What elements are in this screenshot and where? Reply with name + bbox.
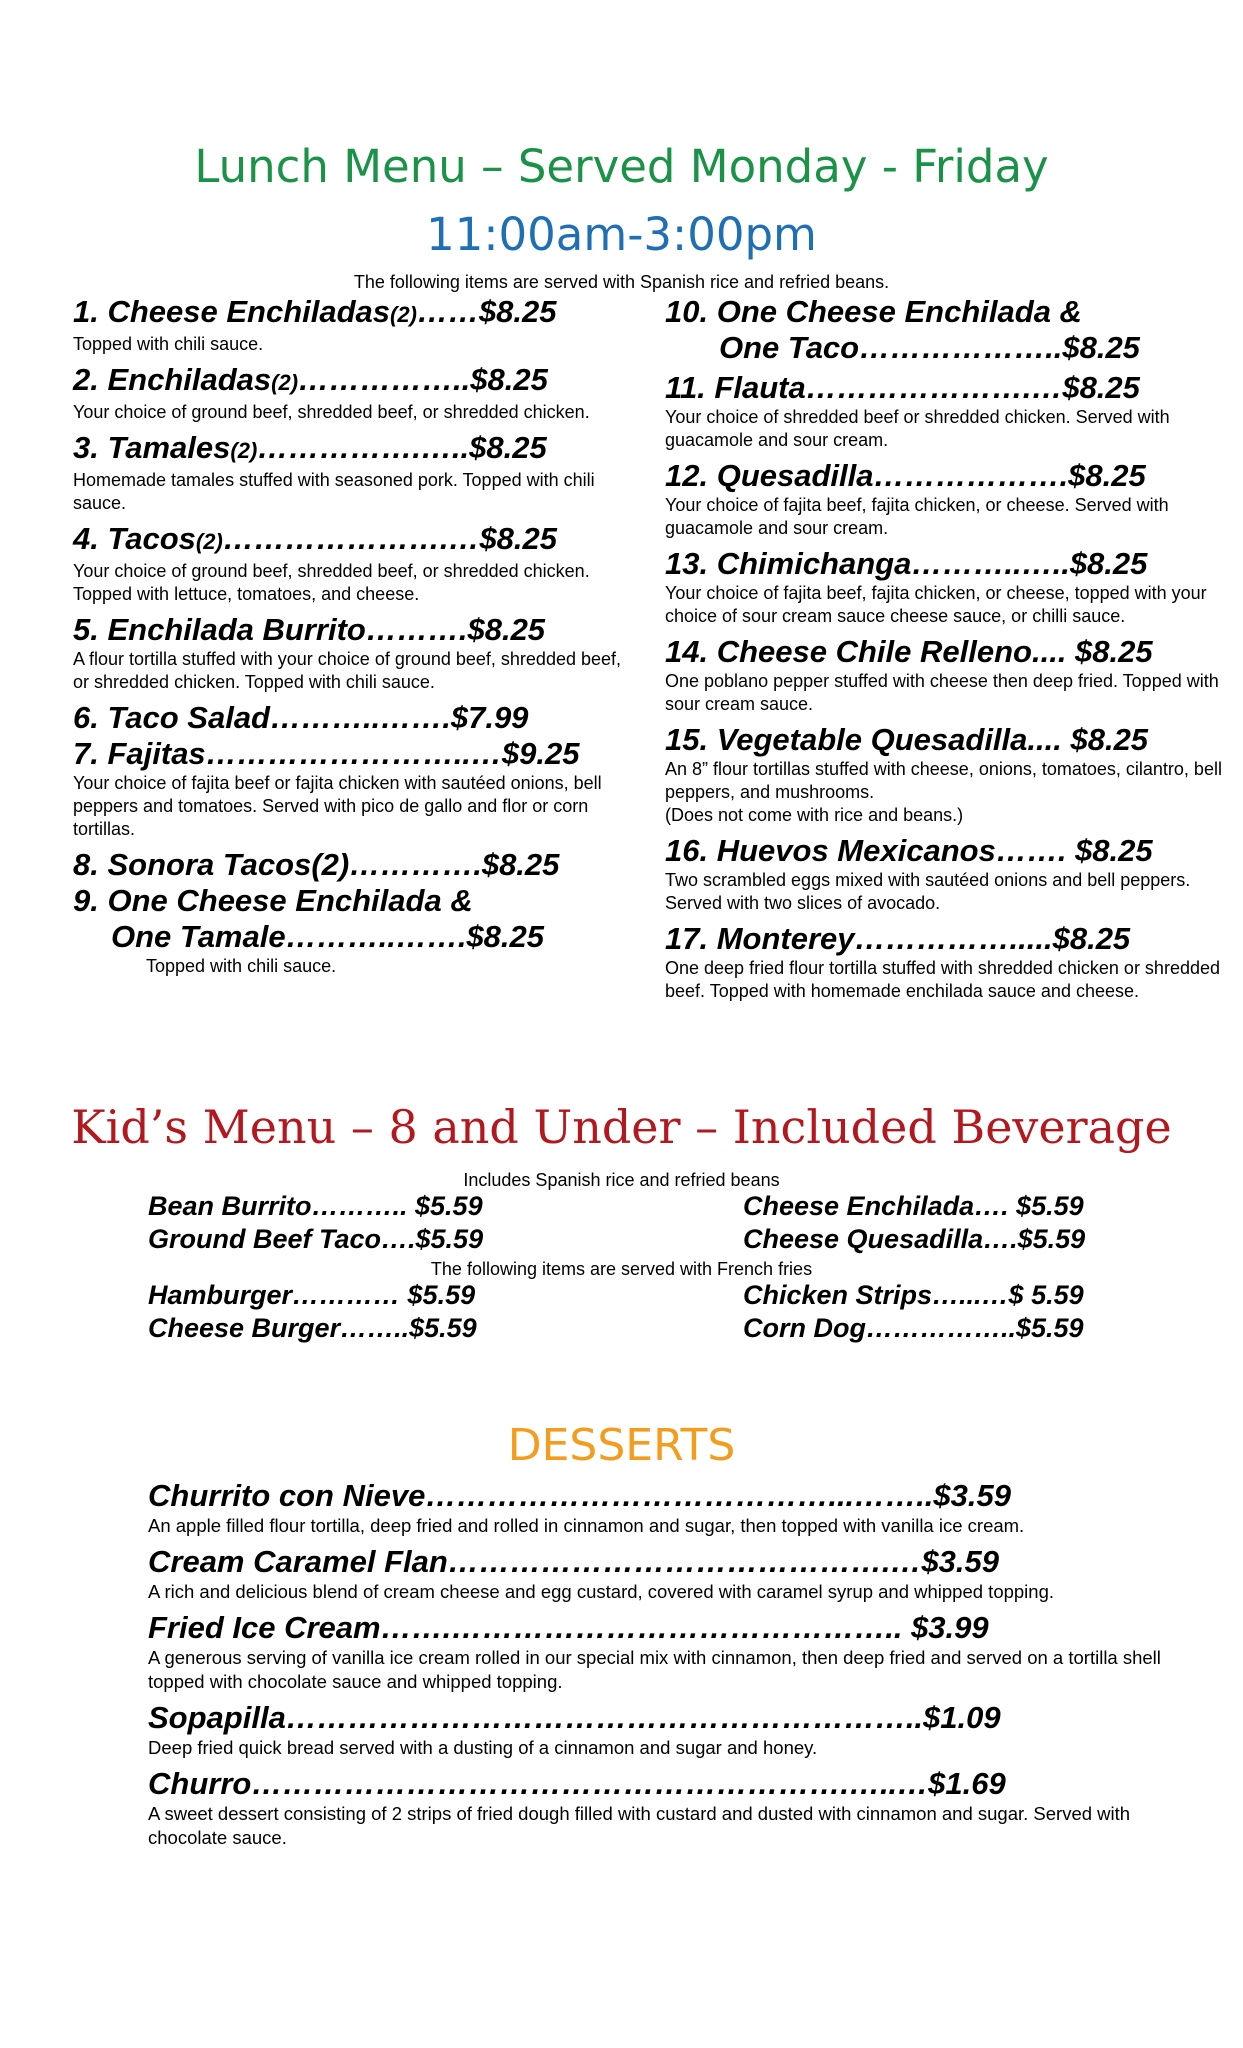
item-description: Your choice of fajita beef, fajita chicken, or cheese, topped with your choice of sour cream sauce cheese sauce, or chilli sauce. [665,583,1207,626]
dessert-name: Churrito con Nieve [148,1478,426,1513]
menu-item [73,736,633,841]
item-name: 15. Vegetable Quesadilla [665,722,1028,757]
item-title [73,362,633,401]
item-dots: …………. [349,847,482,882]
item-description: A flour tortilla stuffed with your choice of ground beef, shredded beef, or shredded chicken. Topped with chili sauce. [73,649,622,692]
desserts-list [148,1478,1188,1856]
item-dots: ……………….. [859,330,1063,365]
item-quantity: (2) [390,302,417,327]
menu-item [665,546,1225,628]
menu-item [73,521,633,606]
dessert-title [148,1478,1188,1514]
item-title [73,612,633,648]
item-price: $7.99 [450,700,529,735]
menu-item [665,921,1225,1003]
item-name: 11. Flauta [665,370,806,405]
dessert-description: Deep fried quick bread served with a dusting of a cinnamon and sugar and honey. [148,1737,818,1758]
dessert-dots: …………………………………...…….. [425,1478,934,1513]
dessert-item [148,1544,1188,1604]
kids-group-1 [148,1190,1138,1256]
kids-item: Ground Beef Taco….$5.59 [148,1224,484,1254]
dessert-dots: …………………………………………………….. [285,1700,924,1735]
menu-item [73,700,633,736]
kids-item: Hamburger………… $5.59 [148,1280,476,1310]
dessert-price: $3.59 [921,1544,1000,1579]
dessert-dots: …………………………………….… [447,1544,922,1579]
item-description: Your choice of fajita beef, fajita chicken, or cheese. Served with guacamole and sour cream. [665,495,1169,538]
dessert-item [148,1700,1188,1760]
item-description: Your choice of ground beef, shredded beef, or shredded chicken. Topped with lettuce, tomatoes, and cheese. [73,561,590,604]
lunch-note: The following items are served with Spanish rice and refried beans. [353,272,890,292]
kids-item: Corn Dog……………..$5.59 [743,1313,1084,1343]
item-price: $8.25 [478,294,557,329]
item-price: $8.25 [1062,330,1140,365]
item-description: An 8” flour tortillas stuffed with cheese, onions, tomatoes, cilantro, bell peppers, and mushrooms. (Does not come with rice and beans.) [665,759,1222,825]
dessert-name: Cream Caramel Flan [148,1544,448,1579]
item-price: $8.25 [466,919,545,954]
dessert-dots: …….…………………………………….. [380,1610,903,1645]
item-name: 17. Monterey [665,921,855,956]
dessert-title [148,1766,1188,1802]
menu-item [73,430,633,515]
item-price: $8.25 [1068,458,1146,493]
kids-row [148,1190,1138,1223]
menu-item [73,847,633,883]
item-dots: ………..….. [911,546,1070,581]
dessert-title [148,1610,1188,1646]
menu-item [665,634,1225,716]
lunch-hours: 11:00am-3:00pm [426,208,817,261]
item-price: $8.25 [479,521,558,556]
item-name: 9. One Cheese Enchilada & [73,883,473,918]
kids-item: Cheese Enchilada…. $5.59 [743,1191,1084,1221]
item-price: $8.25 [1066,833,1153,868]
item-dots: ……………..... [854,921,1053,956]
item-name: One Tamale [111,919,286,954]
item-price: $8.25 [1069,546,1148,581]
item-price: $8.25 [1066,634,1153,669]
item-dots: ………………. [873,458,1069,493]
item-description: Topped with chili sauce. [146,956,337,976]
item-dots: ……………………..… [205,736,502,771]
item-description: Two scrambled eggs mixed with sautéed onions and bell peppers. Served with two slices of avocado. [665,870,1191,913]
item-title [665,833,1225,869]
item-name: 10. One Cheese Enchilada & [665,294,1082,329]
item-description: One deep fried flour tortilla stuffed with shredded chicken or shredded beef. Topped with homemade enchilada sauce and cheese. [665,958,1220,1001]
item-name: 6. Taco Salad [73,700,270,735]
item-price: $8.25 [467,612,546,647]
dessert-description: An apple filled flour tortilla, deep fried and rolled in cinnamon and sugar, then topped with vanilla ice cream. [148,1515,1025,1536]
item-quantity: (2) [230,438,258,463]
item-dots: .... [1027,722,1062,757]
item-title [665,921,1225,957]
item-title [665,458,1225,494]
item-description: Topped with chili sauce. [73,334,264,354]
desserts-title: DESSERTS [507,1420,736,1471]
menu-item [73,612,633,694]
lunch-left-column [73,294,633,984]
item-quantity: (2) [271,370,299,395]
kids-item: Bean Burrito……….. $5.59 [148,1191,483,1221]
menu-item-combo [665,294,1225,366]
dessert-title [148,1700,1188,1736]
item-description: One poblano pepper stuffed with cheese then deep fried. Topped with sour cream sauce. [665,671,1219,714]
dessert-description: A generous serving of vanilla ice cream rolled in our special mix with cinnamon, then deep fried and served on a tortilla shell topped with chocolate sauce and whipped topping. [148,1647,1161,1692]
dessert-price: $3.59 [933,1478,1011,1513]
item-name: 5. Enchilada Burrito [73,612,366,647]
item-title [665,722,1225,758]
item-description: Your choice of ground beef, shredded beef, or shredded chicken. [73,402,590,422]
item-name: 12. Quesadilla [665,458,874,493]
item-name: 13. Chimichanga [665,546,912,581]
dessert-title [148,1544,1188,1580]
item-price: $8.25 [469,430,547,465]
item-price: $9.25 [501,736,580,771]
dessert-price: $3.99 [902,1610,989,1645]
dessert-price: $1.09 [923,1700,1001,1735]
item-name: 2. Enchiladas [73,362,272,397]
dessert-item [148,1766,1188,1850]
item-dots: ………..……. [285,919,467,954]
kids-row [148,1312,1138,1345]
item-title [665,330,1225,366]
item-quantity: (2) [195,529,223,554]
item-title [73,736,633,772]
kids-note-rice: Includes Spanish rice and refried beans [463,1170,780,1190]
item-description: Your choice of shredded beef or shredded chicken. Served with guacamole and sour cream. [665,407,1170,450]
dessert-name: Fried Ice Cream [148,1610,381,1645]
kids-row [148,1279,1138,1312]
item-name: 14. Cheese Chile Relleno [665,634,1032,669]
item-title [73,294,633,333]
item-description: Your choice of fajita beef or fajita chicken with sautéed onions, bell peppers and tomatoes. Served with pico de gallo and flor or corn tortillas. [73,773,602,839]
kids-note-fries: The following items are served with French fries [430,1259,813,1279]
dessert-dots: ………………………………………………….…..… [251,1766,929,1801]
item-name: 3. Tamales [73,430,231,465]
item-price: $8.25 [1061,722,1149,757]
item-title [73,919,633,955]
kids-title: Kid’s Menu – 8 and Under – Included Beverage [71,1100,1172,1154]
item-title [665,634,1225,670]
item-title [665,370,1225,406]
item-name: One Taco [719,330,860,365]
item-dots: ……. [995,833,1067,868]
dessert-price: $1.69 [928,1766,1006,1801]
menu-item-combo [73,883,633,978]
dessert-item [148,1610,1188,1694]
menu-item [665,722,1225,827]
item-title [73,700,633,736]
item-name: 1. Cheese Enchiladas [73,294,391,329]
dessert-description: A rich and delicious blend of cream cheese and egg custard, covered with caramel syrup and whipped topping. [148,1581,1055,1602]
item-name: 7. Fajitas [73,736,206,771]
kids-item: Cheese Burger……..$5.59 [148,1313,477,1343]
item-price: $8.25 [481,847,560,882]
item-name: 8. Sonora Tacos(2) [73,847,350,882]
menu-item [73,362,633,424]
item-price: $8.25 [1062,370,1140,405]
item-dots: …………….….. [257,430,470,465]
menu-item [665,458,1225,540]
item-dots: ………. [365,612,468,647]
item-title [73,521,633,560]
kids-row [148,1223,1138,1256]
menu-item [665,370,1225,452]
dessert-description: A sweet dessert consisting of 2 strips of fried dough filled with custard and dusted with cinnamon and sugar. Served with chocolate sauce. [148,1803,1131,1848]
item-dots: …… [416,294,479,329]
item-title [665,546,1225,582]
item-price: $8.25 [1052,921,1131,956]
dessert-item [148,1478,1188,1538]
item-description: Homemade tamales stuffed with seasoned pork. Topped with chili sauce. [73,470,595,513]
kids-group-2 [148,1279,1138,1345]
lunch-title: Lunch Menu – Served Monday - Friday [194,140,1049,193]
item-dots: ………………….… [222,521,480,556]
item-dots: .... [1031,634,1067,669]
menu-item [665,833,1225,915]
item-dots: ………..……. [270,700,451,735]
item-dots: …………….. [298,362,471,397]
item-name: 16. Huevos Mexicanos [665,833,996,868]
item-dots: ………………….… [805,370,1063,405]
item-title [73,847,633,883]
dessert-name: Churro [148,1766,252,1801]
dessert-name: Sopapilla [148,1700,286,1735]
item-title [73,430,633,469]
menu-item [73,294,633,356]
kids-item: Cheese Quesadilla….$5.59 [743,1224,1086,1254]
kids-item: Chicken Strips…...…$ 5.59 [743,1280,1084,1310]
lunch-right-column [665,294,1225,1009]
item-price: $8.25 [470,362,548,397]
item-name: 4. Tacos [73,521,196,556]
